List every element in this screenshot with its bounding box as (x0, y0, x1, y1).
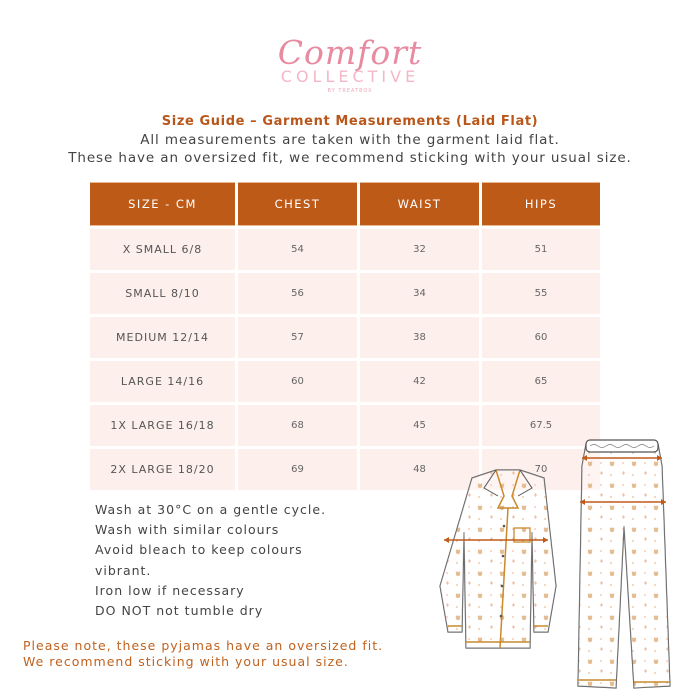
waist-cell: 38 (360, 317, 479, 358)
subtitle-line-1: All measurements are taken with the garment laid flat. (140, 132, 560, 148)
page-title: Size Guide – Garment Measurements (Laid Flat) (161, 114, 539, 129)
chest-cell: 54 (238, 229, 357, 270)
table-row (90, 358, 600, 402)
column-header-hips: HIPS (482, 182, 600, 226)
waist-cell: 32 (360, 229, 479, 270)
chest-cell: 57 (238, 317, 357, 358)
trousers-drawing (578, 440, 670, 688)
size-cell: X SMALL 6/8 (90, 229, 235, 270)
logo-tagline: BY TREATBOX (327, 88, 373, 94)
subtitle-line-2: These have an oversized fit, we recommend sticking with your usual size. (68, 150, 632, 166)
chest-cell: 68 (238, 405, 357, 446)
care-line: DO NOT not tumble dry (95, 603, 264, 619)
hips-cell: 70 (482, 449, 600, 490)
waist-cell: 45 (360, 405, 479, 446)
fit-note-line: We recommend sticking with your usual size. (23, 654, 349, 669)
care-line: Iron low if necessary (95, 582, 245, 598)
fit-note (23, 638, 423, 670)
fit-note-line: Please note, these pyjamas have an oversized fit. (23, 638, 384, 653)
column-header-chest: CHEST (238, 182, 357, 226)
waist-cell: 42 (360, 361, 479, 402)
table-header-row (90, 182, 600, 226)
shirt-drawing (440, 470, 556, 648)
column-header-waist: WAIST (360, 182, 479, 226)
hips-cell: 65 (482, 361, 600, 402)
care-line: Wash with similar colours (95, 522, 280, 538)
size-cell: SMALL 8/10 (90, 273, 235, 314)
size-cell: 1X LARGE 16/18 (90, 405, 235, 446)
chest-cell: 69 (238, 449, 357, 490)
table-row (90, 314, 600, 358)
chest-cell: 56 (238, 273, 357, 314)
hips-cell: 55 (482, 273, 600, 314)
size-cell: LARGE 14/16 (90, 361, 235, 402)
size-cell: 2X LARGE 18/20 (90, 449, 235, 490)
hips-cell: 51 (482, 229, 600, 270)
waist-cell: 34 (360, 273, 479, 314)
hips-cell: 60 (482, 317, 600, 358)
chest-cell: 60 (238, 361, 357, 402)
column-header-size: SIZE - CM (90, 182, 235, 226)
care-line: Wash at 30°C on a gentle cycle. (95, 502, 327, 517)
hips-cell: 67.5 (482, 405, 600, 446)
logo-script-text: Comfort (277, 33, 423, 72)
size-cell: MEDIUM 12/14 (90, 317, 235, 358)
care-line: Avoid bleach to keep colours (95, 542, 303, 558)
care-line: vibrant. (95, 562, 152, 578)
brand-logo (0, 33, 700, 94)
pyjama-illustration (430, 436, 700, 700)
waist-cell: 48 (360, 449, 479, 490)
table-row (90, 226, 600, 270)
logo-caps-text: COLLECTIVE (280, 67, 420, 86)
care-instructions (95, 500, 345, 621)
table-row (90, 270, 600, 314)
